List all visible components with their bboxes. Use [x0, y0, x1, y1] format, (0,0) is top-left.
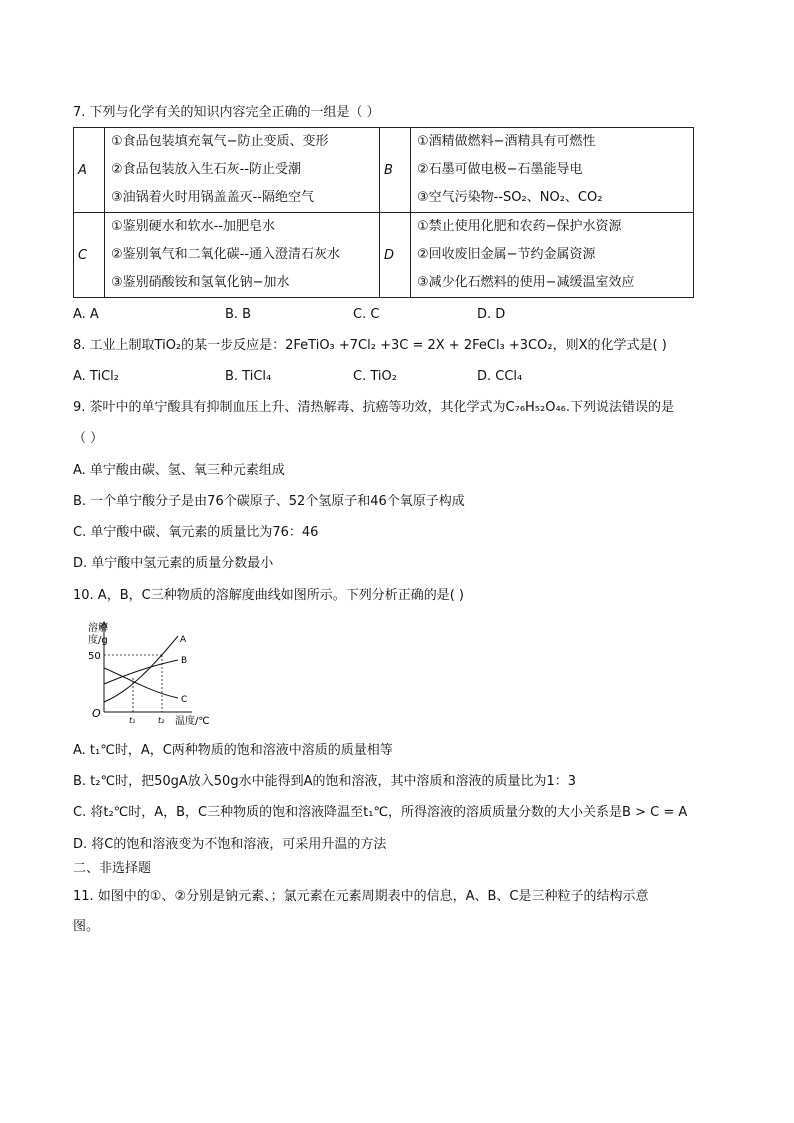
q7-option-a: A. A	[73, 307, 99, 322]
q9-option-d: D. 单宁酸中氢元素的质量分数最小	[73, 556, 274, 571]
q7-d-item-1: ①禁止使用化肥和农药−保护水资源	[417, 219, 622, 234]
q7-c-item-2: ②鉴别氧气和二氧化碳--通入澄清石灰水	[111, 247, 341, 262]
t1-label: t₁	[129, 716, 136, 725]
section-heading: 二、非选择题	[73, 861, 152, 876]
q9-option-b: B. 一个单宁酸分子是由76个碳原子、52个氢原子和46个氧原子构成	[73, 494, 465, 509]
q7-option-d: D. D	[477, 307, 506, 322]
q9-option-a: A. 单宁酸由碳、氢、氧三种元素组成	[73, 463, 285, 478]
q9-option-c: C. 单宁酸中碳、氧元素的质量比为76：46	[73, 525, 319, 540]
q7-d-item-2: ②回收废旧金属−节约金属资源	[417, 247, 596, 262]
q7-label-d: D	[380, 213, 411, 298]
xlabel: 温度/℃	[175, 716, 210, 727]
t2-label: t₂	[158, 716, 165, 725]
q8-option-c: C. TiO₂	[353, 369, 397, 384]
q8-option-a: A. TiCl₂	[73, 369, 119, 384]
q10-option-c: C. 将t₂℃时，A，B，C三种物质的饱和溶液降温至t₁℃，所得溶液的溶质质量分数的大小关系是B > C = A	[73, 805, 688, 820]
solubility-curve-figure	[88, 620, 228, 728]
q8-option-d: D. CCl₄	[477, 369, 523, 384]
q7-table-row	[74, 213, 694, 298]
q7-table-row	[74, 128, 694, 213]
curve-a	[104, 636, 178, 702]
q8-stem: 8. 工业上制取TiO₂的某一步反应是：2FeTiO₃ +7Cl₂ +3C = 2X + 2FeCl₃ +3CO₂，则X的化学式是( )	[73, 338, 667, 353]
ylabel-line1: 溶解	[88, 623, 108, 634]
q7-c-item-1: ①鉴别硬水和软水--加肥皂水	[111, 219, 276, 234]
q7-label-c: C	[74, 213, 105, 298]
q7-a-item-1: ①食品包装填充氧气−防止变质、变形	[111, 134, 329, 149]
q7-stem: 7. 下列与化学有关的知识内容完全正确的一组是（ ）	[73, 105, 380, 120]
curve-b	[104, 660, 178, 684]
q7-a-item-3: ③油锅着火时用锅盖盖灭--隔绝空气	[111, 190, 315, 205]
q7-label-b: B	[380, 128, 411, 213]
origin-label: O	[92, 707, 101, 720]
q7-cell-a	[105, 128, 380, 213]
q10-option-a: A. t₁℃时，A，C两种物质的饱和溶液中溶质的质量相等	[73, 743, 393, 758]
q7-cell-b	[411, 128, 694, 213]
q7-cell-d	[411, 213, 694, 298]
y-mark-50: 50	[88, 651, 101, 662]
q7-d-item-3: ③减少化石燃料的使用−减缓温室效应	[417, 275, 635, 290]
curve-c-label: C	[181, 695, 188, 705]
q11-stem-cont: 图。	[73, 919, 100, 934]
q7-table	[73, 127, 694, 298]
q7-option-b: B. B	[225, 307, 252, 322]
q9-stem-cont: （ ）	[73, 431, 104, 446]
q7-cell-c	[105, 213, 380, 298]
q11-stem: 11. 如图中的①、②分别是钠元素、；氯元素在元素周期表中的信息，A、B、C是三种粒子的结构示意	[73, 889, 649, 904]
q7-b-item-1: ①酒精做燃料−酒精具有可燃性	[417, 134, 596, 149]
curve-b-label: B	[181, 656, 188, 666]
q8-option-b: B. TiCl₄	[225, 369, 272, 384]
q7-a-item-2: ②食品包装放入生石灰--防止受潮	[111, 162, 302, 177]
ylabel-line2: 度/g	[88, 635, 108, 646]
q7-c-item-3: ③鉴别硝酸铵和氢氧化钠−加水	[111, 275, 290, 290]
q9-stem: 9. 茶叶中的单宁酸具有抑制血压上升、清热解毒、抗癌等功效，其化学式为C₇₆H₅₂O₄₆.下列说法错误的是	[73, 400, 675, 415]
q10-option-b: B. t₂℃时，把50gA放入50g水中能得到A的饱和溶液，其中溶质和溶液的质量比为1：3	[73, 774, 577, 789]
curve-c	[104, 668, 178, 698]
q7-label-a: A	[74, 128, 105, 213]
curve-a-label: A	[180, 635, 187, 645]
q7-option-c: C. C	[353, 307, 380, 322]
q10-option-d: D. 将C的饱和溶液变为不饱和溶液，可采用升温的方法	[73, 837, 387, 852]
q7-b-item-3: ③空气污染物--SO₂、NO₂、CO₂	[417, 190, 603, 205]
q10-stem: 10. A，B，C三种物质的溶解度曲线如图所示。下列分析正确的是( )	[73, 588, 464, 603]
q7-b-item-2: ②石墨可做电极−石墨能导电	[417, 162, 583, 177]
